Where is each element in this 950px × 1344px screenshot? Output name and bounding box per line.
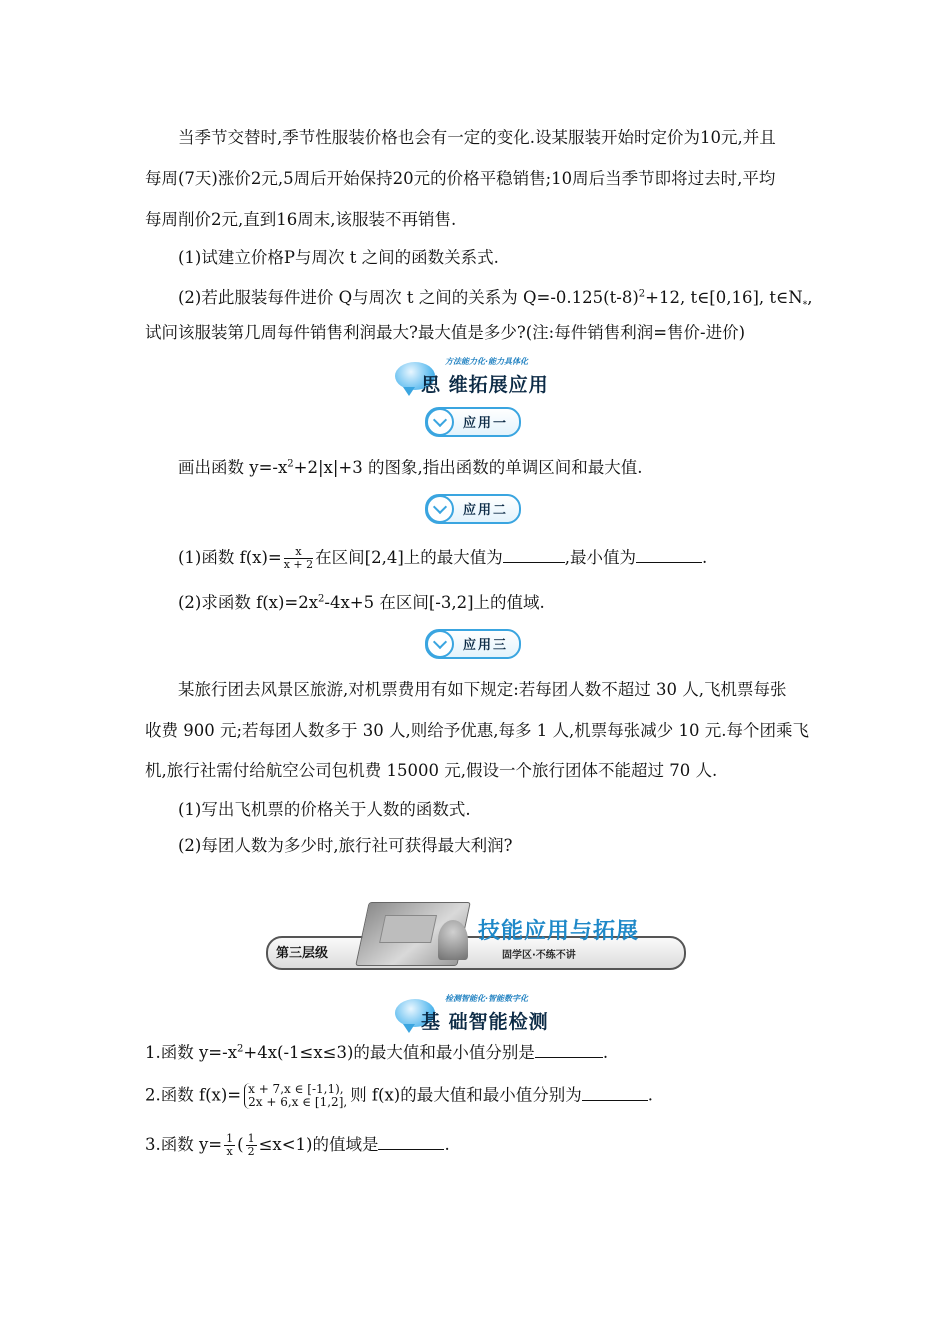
app-2-q1-prefix: (1)函数 f(x)= <box>178 548 282 567</box>
fraction-numerator: x <box>284 546 313 559</box>
app-1-exponent: 2 <box>287 458 294 470</box>
section-title: 思 维拓展应用 <box>421 374 549 396</box>
app-3-label-text: 应用三 <box>463 638 509 653</box>
intro-paragraph-line-2: 每周(7天)涨价2元,5周后开始保持20元的价格平稳销售;10周后当季节即将过去时,平均 <box>145 169 776 188</box>
answer-blank <box>535 1043 603 1058</box>
exercise-3 <box>145 1133 450 1158</box>
app-2-q1-end: . <box>702 548 708 567</box>
fraction-numerator: 1 <box>247 1132 255 1145</box>
chevron-down-icon <box>426 408 454 436</box>
exercise-3-paren: ( <box>237 1135 244 1154</box>
fraction-numerator: 1 <box>226 1132 234 1145</box>
app-2-label-text: 应用二 <box>463 503 509 518</box>
exercise-2 <box>145 1083 653 1109</box>
app-3-paragraph-line-1: 某旅行团去风景区旅游,对机票费用有如下规定:若每团人数不超过 30 人,飞机票每张 <box>178 680 787 699</box>
answer-blank <box>582 1086 648 1101</box>
section-banner-thinking <box>395 356 595 396</box>
app-1-label-text: 应用一 <box>463 416 509 431</box>
exercise-1 <box>145 1042 608 1064</box>
fraction <box>284 546 313 571</box>
app-3-label <box>425 629 521 659</box>
fraction-denominator: x <box>226 1145 233 1158</box>
intro-paragraph-line-3: 每周削价2元,直到16周末,该服装不再销售. <box>145 210 457 229</box>
section-subtitle: 检测智能化·智能数字化 <box>445 994 529 1003</box>
app-3-question-1: (1)写出飞机票的价格关于人数的函数式. <box>178 800 471 819</box>
app-1-text-a: 画出函数 y=-x <box>178 458 288 477</box>
exercise-3-text-a: 3.函数 y= <box>145 1135 223 1154</box>
app-1-problem <box>178 457 642 479</box>
exercise-2-text-b: 则 f(x)的最大值和最小值分别为 <box>350 1085 582 1105</box>
app-3-paragraph-line-2: 收费 900 元;若每团人数多于 30 人,则给予优惠,每多 1 人,机票每张减少 10 元.每个团乘飞 <box>145 721 809 740</box>
app-2-question-2 <box>178 592 545 614</box>
app-3-paragraph-line-3: 机,旅行社需付给航空公司包机费 15000 元,假设一个旅行团体不能超过 70 人. <box>145 761 718 780</box>
intro-paragraph-line-1: 当季节交替时,季节性服装价格也会有一定的变化.设某服装开始时定价为10元,并且 <box>178 128 776 147</box>
level-title: 技能应用与拓展 <box>478 919 640 944</box>
piecewise-brace <box>244 1083 347 1109</box>
q2-text-c: , <box>807 288 813 307</box>
plant-icon <box>438 920 468 960</box>
level-label: 第三层级 <box>276 946 329 961</box>
q2-subscript: * <box>802 300 808 311</box>
intro-question-2 <box>178 287 812 309</box>
intro-question-3: 试问该服装第几周每件销售利润最大?最大值是多少?(注:每件销售利润=售价-进价) <box>145 323 746 342</box>
app-2-q1-text: 在区间[2,4]上的最大值为 <box>315 548 503 567</box>
q2-text-b: +12, t∈[0,16], t∈N <box>645 288 803 307</box>
answer-blank <box>378 1135 444 1150</box>
section-subtitle: 方法能力化·能力具体化 <box>445 357 529 366</box>
piecewise-case-2: 2x + 6,x ∈ [1,2], <box>248 1095 348 1109</box>
answer-blank <box>503 548 565 563</box>
exercise-3-text-b: ≤x<1)的值域是 <box>258 1135 379 1154</box>
exercise-1-end: . <box>602 1043 609 1062</box>
app-3-question-2: (2)每团人数为多少时,旅行社可获得最大利润? <box>178 836 513 855</box>
intro-question-1: (1)试建立价格P与周次 t 之间的函数关系式. <box>178 248 499 267</box>
exercise-1-exponent: 2 <box>237 1043 244 1055</box>
app-2-q2-prefix: (2)求函数 f(x)=2x <box>178 593 319 612</box>
q2-text-a: (2)若此服装每件进价 Q与周次 t 之间的关系为 Q=-0.125(t-8) <box>178 288 639 307</box>
exercise-2-text-a: 2.函数 f(x)= <box>145 1085 242 1105</box>
app-2-label <box>425 494 521 524</box>
chevron-down-icon <box>426 630 454 658</box>
exercise-1-text-b: +4x(-1≤x≤3)的最大值和最小值分别是 <box>243 1043 535 1062</box>
exercise-2-end: . <box>647 1085 653 1105</box>
fraction <box>246 1133 257 1158</box>
app-2-question-1 <box>178 546 707 571</box>
q2-exponent: 2 <box>638 288 646 300</box>
app-1-text-b: +2|x|+3 的图象,指出函数的单调区间和最大值. <box>293 458 643 477</box>
answer-blank <box>636 548 702 563</box>
level-motto: 固学区·不练不讲 <box>502 950 576 961</box>
fraction <box>224 1133 235 1158</box>
fraction-denominator: x + 2 <box>283 558 314 571</box>
app-2-q1-middle: ,最小值为 <box>564 548 637 567</box>
level-banner <box>266 900 686 972</box>
app-1-label <box>425 407 521 437</box>
app-2-q2-text: -4x+5 在区间[-3,2]上的值域. <box>324 593 545 612</box>
piecewise-case-1: x + 7,x ∈ [-1,1), <box>248 1082 344 1096</box>
section-banner-basic <box>395 993 595 1033</box>
exercise-1-text-a: 1.函数 y=-x <box>145 1043 238 1062</box>
fraction-denominator: 2 <box>247 1145 255 1158</box>
section-title: 基 础智能检测 <box>421 1011 549 1033</box>
exercise-3-end: . <box>444 1135 450 1154</box>
chevron-down-icon <box>426 495 454 523</box>
app-2-q2-exponent: 2 <box>318 593 325 605</box>
